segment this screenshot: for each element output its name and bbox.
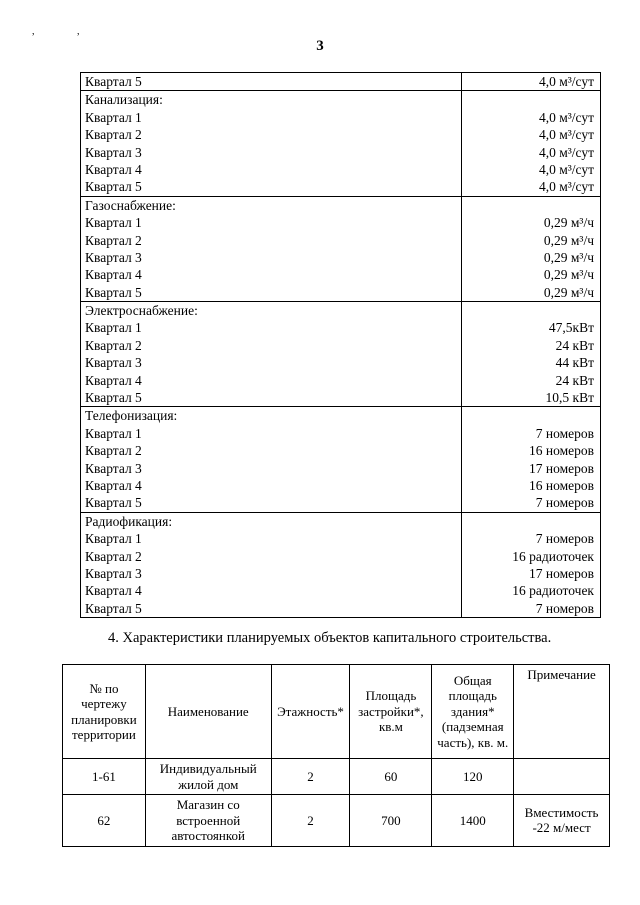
quarter-name: Квартал 2 bbox=[85, 232, 142, 248]
quarter-name: Квартал 2 bbox=[85, 127, 142, 143]
quarter-value: 0,29 м³/ч bbox=[543, 284, 594, 300]
quarter-value: 0,29 м³/ч bbox=[543, 215, 594, 231]
cell-note bbox=[514, 759, 610, 795]
quarter-name: Квартал 4 bbox=[85, 372, 142, 388]
utility-names-cell bbox=[81, 91, 462, 196]
quarter-value: 4,0 м³/сут bbox=[538, 161, 594, 177]
quarter-name: Квартал 5 bbox=[85, 179, 142, 195]
quarter-name: Квартал 3 bbox=[85, 144, 142, 160]
quarter-name: Квартал 1 bbox=[85, 215, 142, 231]
cell-name: Магазин со встроенной автостоянкой bbox=[145, 795, 271, 847]
spacer bbox=[466, 513, 594, 530]
quarter-value: 24 кВт bbox=[555, 337, 594, 353]
quarter-name: Квартал 5 bbox=[85, 495, 142, 511]
utility-values-cell bbox=[462, 407, 601, 512]
quarter-value: 7 номеров bbox=[535, 531, 594, 547]
utility-group bbox=[81, 73, 601, 91]
table-row bbox=[63, 759, 610, 795]
quarter-name: Квартал 4 bbox=[85, 477, 142, 493]
cell-total-area: 1400 bbox=[432, 795, 514, 847]
utility-names-cell bbox=[81, 196, 462, 301]
utility-names-cell bbox=[81, 302, 462, 407]
quarter-name: Квартал 3 bbox=[85, 249, 142, 265]
quarter-name: Квартал 2 bbox=[85, 337, 142, 353]
cell-plan-number: 1-61 bbox=[63, 759, 146, 795]
cell-built-area: 700 bbox=[350, 795, 432, 847]
quarter-name: Квартал 1 bbox=[85, 425, 142, 441]
utility-values-cell bbox=[462, 302, 601, 407]
utility-group bbox=[81, 91, 601, 196]
cell-note: Вместимость -22 м/мест bbox=[514, 795, 610, 847]
quarter-value: 4,0 м³/сут bbox=[538, 127, 594, 143]
header-name: Наименование bbox=[145, 665, 271, 759]
header-plan-number: № по чертежу планировки территории bbox=[63, 665, 146, 759]
quarter-name: Квартал 3 bbox=[85, 565, 142, 581]
quarter-value: 0,29 м³/ч bbox=[543, 232, 594, 248]
utility-group-header: Электроснабжение: bbox=[85, 303, 198, 319]
quarter-value: 7 номеров bbox=[535, 495, 594, 511]
header-total-area: Общая площадь здания* (падземная часть), кв. м. bbox=[432, 665, 514, 759]
quarter-value: 4,0 м³/сут bbox=[538, 144, 594, 160]
utility-values-cell bbox=[462, 73, 601, 91]
quarter-value: 47,5кВт bbox=[548, 320, 594, 336]
quarter-value: 16 радиоточек bbox=[512, 548, 594, 564]
utility-group-header: Телефонизация: bbox=[85, 408, 178, 424]
spacer bbox=[466, 91, 594, 108]
header-note: Примечание bbox=[514, 665, 610, 759]
quarter-name: Квартал 3 bbox=[85, 355, 142, 371]
spacer bbox=[466, 302, 594, 319]
quarter-name: Квартал 5 bbox=[85, 390, 142, 406]
quarter-name: Квартал 1 bbox=[85, 109, 142, 125]
cell-floors: 2 bbox=[271, 795, 350, 847]
quarter-value: 17 номеров bbox=[528, 565, 594, 581]
quarter-value: 16 номеров bbox=[528, 443, 594, 459]
header-built-area: Площадь застройки*, кв.м bbox=[350, 665, 432, 759]
page-number: 3 bbox=[316, 38, 324, 54]
quarter-name: Квартал 1 bbox=[85, 531, 142, 547]
quarter-name: Квартал 2 bbox=[85, 443, 142, 459]
utility-group-header: Газоснабжение: bbox=[85, 197, 176, 213]
quarter-value: 4,0 м³/сут bbox=[538, 74, 594, 89]
quarter-name: Квартал 5 bbox=[85, 74, 142, 89]
section-4-title: 4. Характеристики планируемых объектов капитального строительства. bbox=[108, 630, 552, 646]
quarter-value: 44 кВт bbox=[555, 355, 594, 371]
utility-values-cell bbox=[462, 512, 601, 617]
spacer bbox=[466, 407, 594, 424]
quarter-name: Квартал 4 bbox=[85, 583, 142, 599]
utility-names-cell bbox=[81, 73, 462, 91]
quarter-value: 4,0 м³/сут bbox=[538, 109, 594, 125]
cell-floors: 2 bbox=[271, 759, 350, 795]
quarter-value: 7 номеров bbox=[535, 600, 594, 616]
quarter-value: 16 радиоточек bbox=[512, 583, 594, 599]
quarter-value: 4,0 м³/сут bbox=[538, 179, 594, 195]
utility-group bbox=[81, 196, 601, 301]
quarter-name: Квартал 1 bbox=[85, 320, 142, 336]
spacer bbox=[466, 197, 594, 214]
cell-built-area: 60 bbox=[350, 759, 432, 795]
utility-group-header: Канализация: bbox=[85, 92, 163, 108]
quarter-name: Квартал 5 bbox=[85, 600, 142, 616]
quarter-value: 24 кВт bbox=[555, 372, 594, 388]
utility-group bbox=[81, 512, 601, 617]
utility-group-header: Радиофикация: bbox=[85, 513, 173, 529]
header-floors: Этажность* bbox=[271, 665, 350, 759]
utility-group bbox=[81, 302, 601, 407]
objects-header-row bbox=[63, 665, 610, 759]
quarter-value: 16 номеров bbox=[528, 477, 594, 493]
quarter-name: Квартал 4 bbox=[85, 267, 142, 283]
objects-table bbox=[62, 664, 610, 847]
utility-values-cell bbox=[462, 196, 601, 301]
quarter-value: 10,5 кВт bbox=[545, 390, 594, 406]
quarter-name: Квартал 2 bbox=[85, 548, 142, 564]
quarter-value: 0,29 м³/ч bbox=[543, 249, 594, 265]
utilities-table bbox=[80, 72, 601, 618]
quarter-value: 7 номеров bbox=[535, 425, 594, 441]
quarter-name: Квартал 5 bbox=[85, 284, 142, 300]
quarter-name: Квартал 4 bbox=[85, 161, 142, 177]
quarter-name: Квартал 3 bbox=[85, 460, 142, 476]
cell-total-area: 120 bbox=[432, 759, 514, 795]
table-row bbox=[63, 795, 610, 847]
utility-names-cell bbox=[81, 512, 462, 617]
scan-marks: , , bbox=[32, 26, 100, 37]
utility-values-cell bbox=[462, 91, 601, 196]
cell-plan-number: 62 bbox=[63, 795, 146, 847]
quarter-value: 17 номеров bbox=[528, 460, 594, 476]
cell-name: Индивидуальный жилой дом bbox=[145, 759, 271, 795]
quarter-value: 0,29 м³/ч bbox=[543, 267, 594, 283]
utility-group bbox=[81, 407, 601, 512]
utility-names-cell bbox=[81, 407, 462, 512]
